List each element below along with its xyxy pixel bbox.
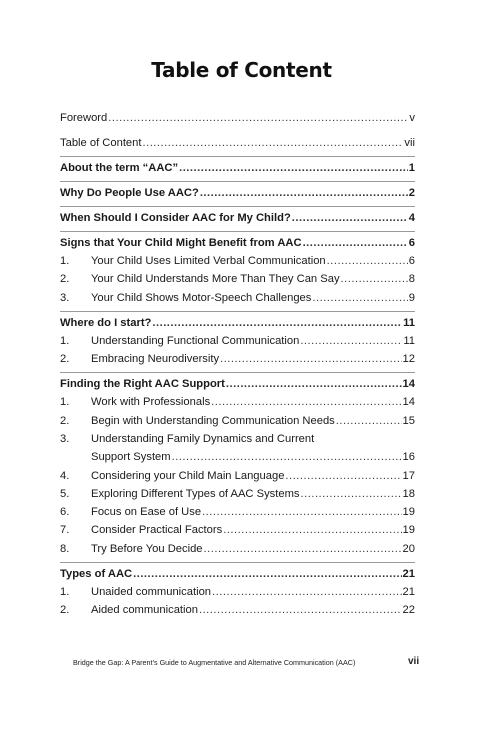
toc-entry-label-continued: Support System: [91, 451, 171, 463]
toc-entry-label: Aided communication: [91, 604, 198, 616]
toc-entry-page: 14: [402, 378, 415, 390]
toc-entry-number: 1.: [60, 335, 70, 347]
toc-entry-label: Finding the Right AAC Support: [60, 378, 225, 390]
toc-entry[interactable]: [60, 583, 415, 601]
toc-entry-label: About the term “AAC”: [60, 162, 179, 174]
dot-leader: [341, 270, 408, 288]
toc-entry-number: 4.: [60, 470, 70, 482]
toc-entry-page: 2: [408, 187, 415, 199]
dot-leader: [108, 109, 408, 127]
toc-entry-label: Unaided communication: [91, 586, 212, 598]
dot-leader: [204, 540, 402, 558]
toc-entry[interactable]: [60, 467, 415, 485]
toc-entry[interactable]: [60, 503, 415, 521]
toc-entry-label: Table of Content: [60, 137, 142, 149]
dot-leader: [202, 503, 401, 521]
toc-entry-page: 6: [408, 255, 415, 267]
toc-entry-label: Work with Professionals: [91, 396, 211, 408]
toc-entry-page: 8: [408, 273, 415, 285]
toc-entry-label: Begin with Understanding Communication Needs: [91, 415, 335, 427]
toc-section-entry[interactable]: [60, 375, 415, 393]
dot-leader: [133, 565, 401, 583]
toc-entry-number: 7.: [60, 524, 70, 536]
toc-entry[interactable]: [60, 412, 415, 430]
dot-leader: [300, 332, 402, 350]
toc-entry-label: Understanding Family Dynamics and Current: [91, 433, 315, 445]
dot-leader: [142, 134, 403, 152]
dot-leader: [220, 350, 401, 368]
toc-entry[interactable]: [60, 430, 415, 466]
toc-entry-page: 19: [402, 524, 415, 536]
section-divider: [60, 231, 415, 232]
toc-entry-page: 9: [408, 292, 415, 304]
toc-entry-page: 15: [402, 415, 415, 427]
toc-entry-label: Why Do People Use AAC?: [60, 187, 199, 199]
toc-entry-label: Try Before You Decide: [91, 543, 203, 555]
toc-entry-number: 8.: [60, 543, 70, 555]
toc-entry-label: Embracing Neurodiversity: [91, 353, 220, 365]
toc-entry-page: 1: [408, 162, 415, 174]
toc-entry-label: When Should I Consider AAC for My Child?: [60, 212, 291, 224]
toc-entry-page: 16: [402, 451, 415, 463]
section-divider: [60, 206, 415, 207]
toc-entry-number: 2.: [60, 415, 70, 427]
toc-entry-number: 3.: [60, 433, 70, 445]
dot-leader: [179, 159, 408, 177]
toc-entry-page: 17: [402, 470, 415, 482]
toc-entry-number: 5.: [60, 488, 70, 500]
toc-entry-number: 3.: [60, 292, 70, 304]
dot-leader: [336, 412, 402, 430]
toc-section-entry[interactable]: [60, 234, 415, 252]
toc-entry-page: 19: [402, 506, 415, 518]
dot-leader: [285, 467, 401, 485]
toc-entry-label: Exploring Different Types of AAC Systems: [91, 488, 300, 500]
dot-leader: [172, 448, 402, 466]
section-divider: [60, 372, 415, 373]
dot-leader: [199, 601, 402, 619]
toc-entry[interactable]: [60, 485, 415, 503]
toc-entry[interactable]: [60, 134, 415, 152]
dot-leader: [223, 521, 401, 539]
toc-entry-page: 21: [402, 586, 415, 598]
toc-entry-label: Your Child Understands More Than They Can Say: [91, 273, 340, 285]
toc-entry[interactable]: [60, 109, 415, 127]
toc-entry-page: 12: [402, 353, 415, 365]
footer-page-number: vii: [408, 656, 420, 667]
toc-entry[interactable]: [60, 252, 415, 270]
toc-entry[interactable]: [60, 393, 415, 411]
section-divider: [60, 181, 415, 182]
section-divider: [60, 562, 415, 563]
toc-entry-label: Consider Practical Factors: [91, 524, 223, 536]
toc-section-entry[interactable]: [60, 565, 415, 583]
toc-entry-number: 2.: [60, 353, 70, 365]
toc-entry[interactable]: [60, 540, 415, 558]
toc-entry-number: 1.: [60, 255, 70, 267]
toc-entry[interactable]: [60, 332, 415, 350]
dot-leader: [212, 583, 402, 601]
toc-entry-label: Your Child Shows Motor-Speech Challenges: [91, 292, 312, 304]
toc-entry[interactable]: [60, 289, 415, 307]
toc-entry-page: 11: [403, 335, 415, 347]
toc-entry-label: Focus on Ease of Use: [91, 506, 202, 518]
dot-leader: [200, 184, 408, 202]
toc-section-entry[interactable]: [60, 209, 415, 227]
toc-entry-label: Foreword: [60, 112, 108, 124]
toc-entry-label: Understanding Functional Communication: [91, 335, 300, 347]
toc-entry[interactable]: [60, 521, 415, 539]
toc-entry-label: Your Child Uses Limited Verbal Communication: [91, 255, 326, 267]
page-title: Table of Content: [151, 58, 332, 82]
toc-entry-label: Types of AAC: [60, 568, 133, 580]
toc-entry-page: 20: [402, 543, 415, 555]
toc-section-entry[interactable]: [60, 184, 415, 202]
toc-entry-number: 1.: [60, 396, 70, 408]
dot-leader: [312, 289, 407, 307]
dot-leader: [327, 252, 408, 270]
dot-leader: [292, 209, 408, 227]
toc-entry-number: 6.: [60, 506, 70, 518]
toc-entry-label: Considering your Child Main Language: [91, 470, 285, 482]
section-divider: [60, 156, 415, 157]
section-divider: [60, 311, 415, 312]
dot-leader: [226, 375, 402, 393]
toc-entry-number: 1.: [60, 586, 70, 598]
toc-entry-number: 2.: [60, 604, 70, 616]
toc-entry[interactable]: [60, 350, 415, 368]
toc-section-entry[interactable]: [60, 159, 415, 177]
toc-entry-label: Where do I start?: [60, 317, 152, 329]
toc-entry-page: 18: [402, 488, 415, 500]
toc-entry[interactable]: [60, 270, 415, 288]
toc-entry[interactable]: [60, 601, 415, 619]
toc-entry-page: 4: [408, 212, 415, 224]
toc-entry-page: 14: [402, 396, 415, 408]
toc-section-entry[interactable]: [60, 314, 415, 332]
dot-leader: [301, 485, 402, 503]
toc-entry-number: 2.: [60, 273, 70, 285]
toc-entry-page: 22: [402, 604, 415, 616]
toc-entry-page: v: [409, 112, 415, 124]
toc-entry-page: vii: [404, 137, 415, 149]
dot-leader: [152, 314, 402, 332]
toc-entry-page: 21: [402, 568, 415, 580]
dot-leader: [303, 234, 408, 252]
toc-entry-label: Signs that Your Child Might Benefit from AAC: [60, 237, 302, 249]
footer-book-title: Bridge the Gap: A Parent’s Guide to Augmentative and Alternative Communication (AAC): [73, 658, 356, 667]
dot-leader: [211, 393, 401, 411]
toc-entry-page: 11: [403, 317, 415, 329]
toc-entry-page: 6: [408, 237, 415, 249]
